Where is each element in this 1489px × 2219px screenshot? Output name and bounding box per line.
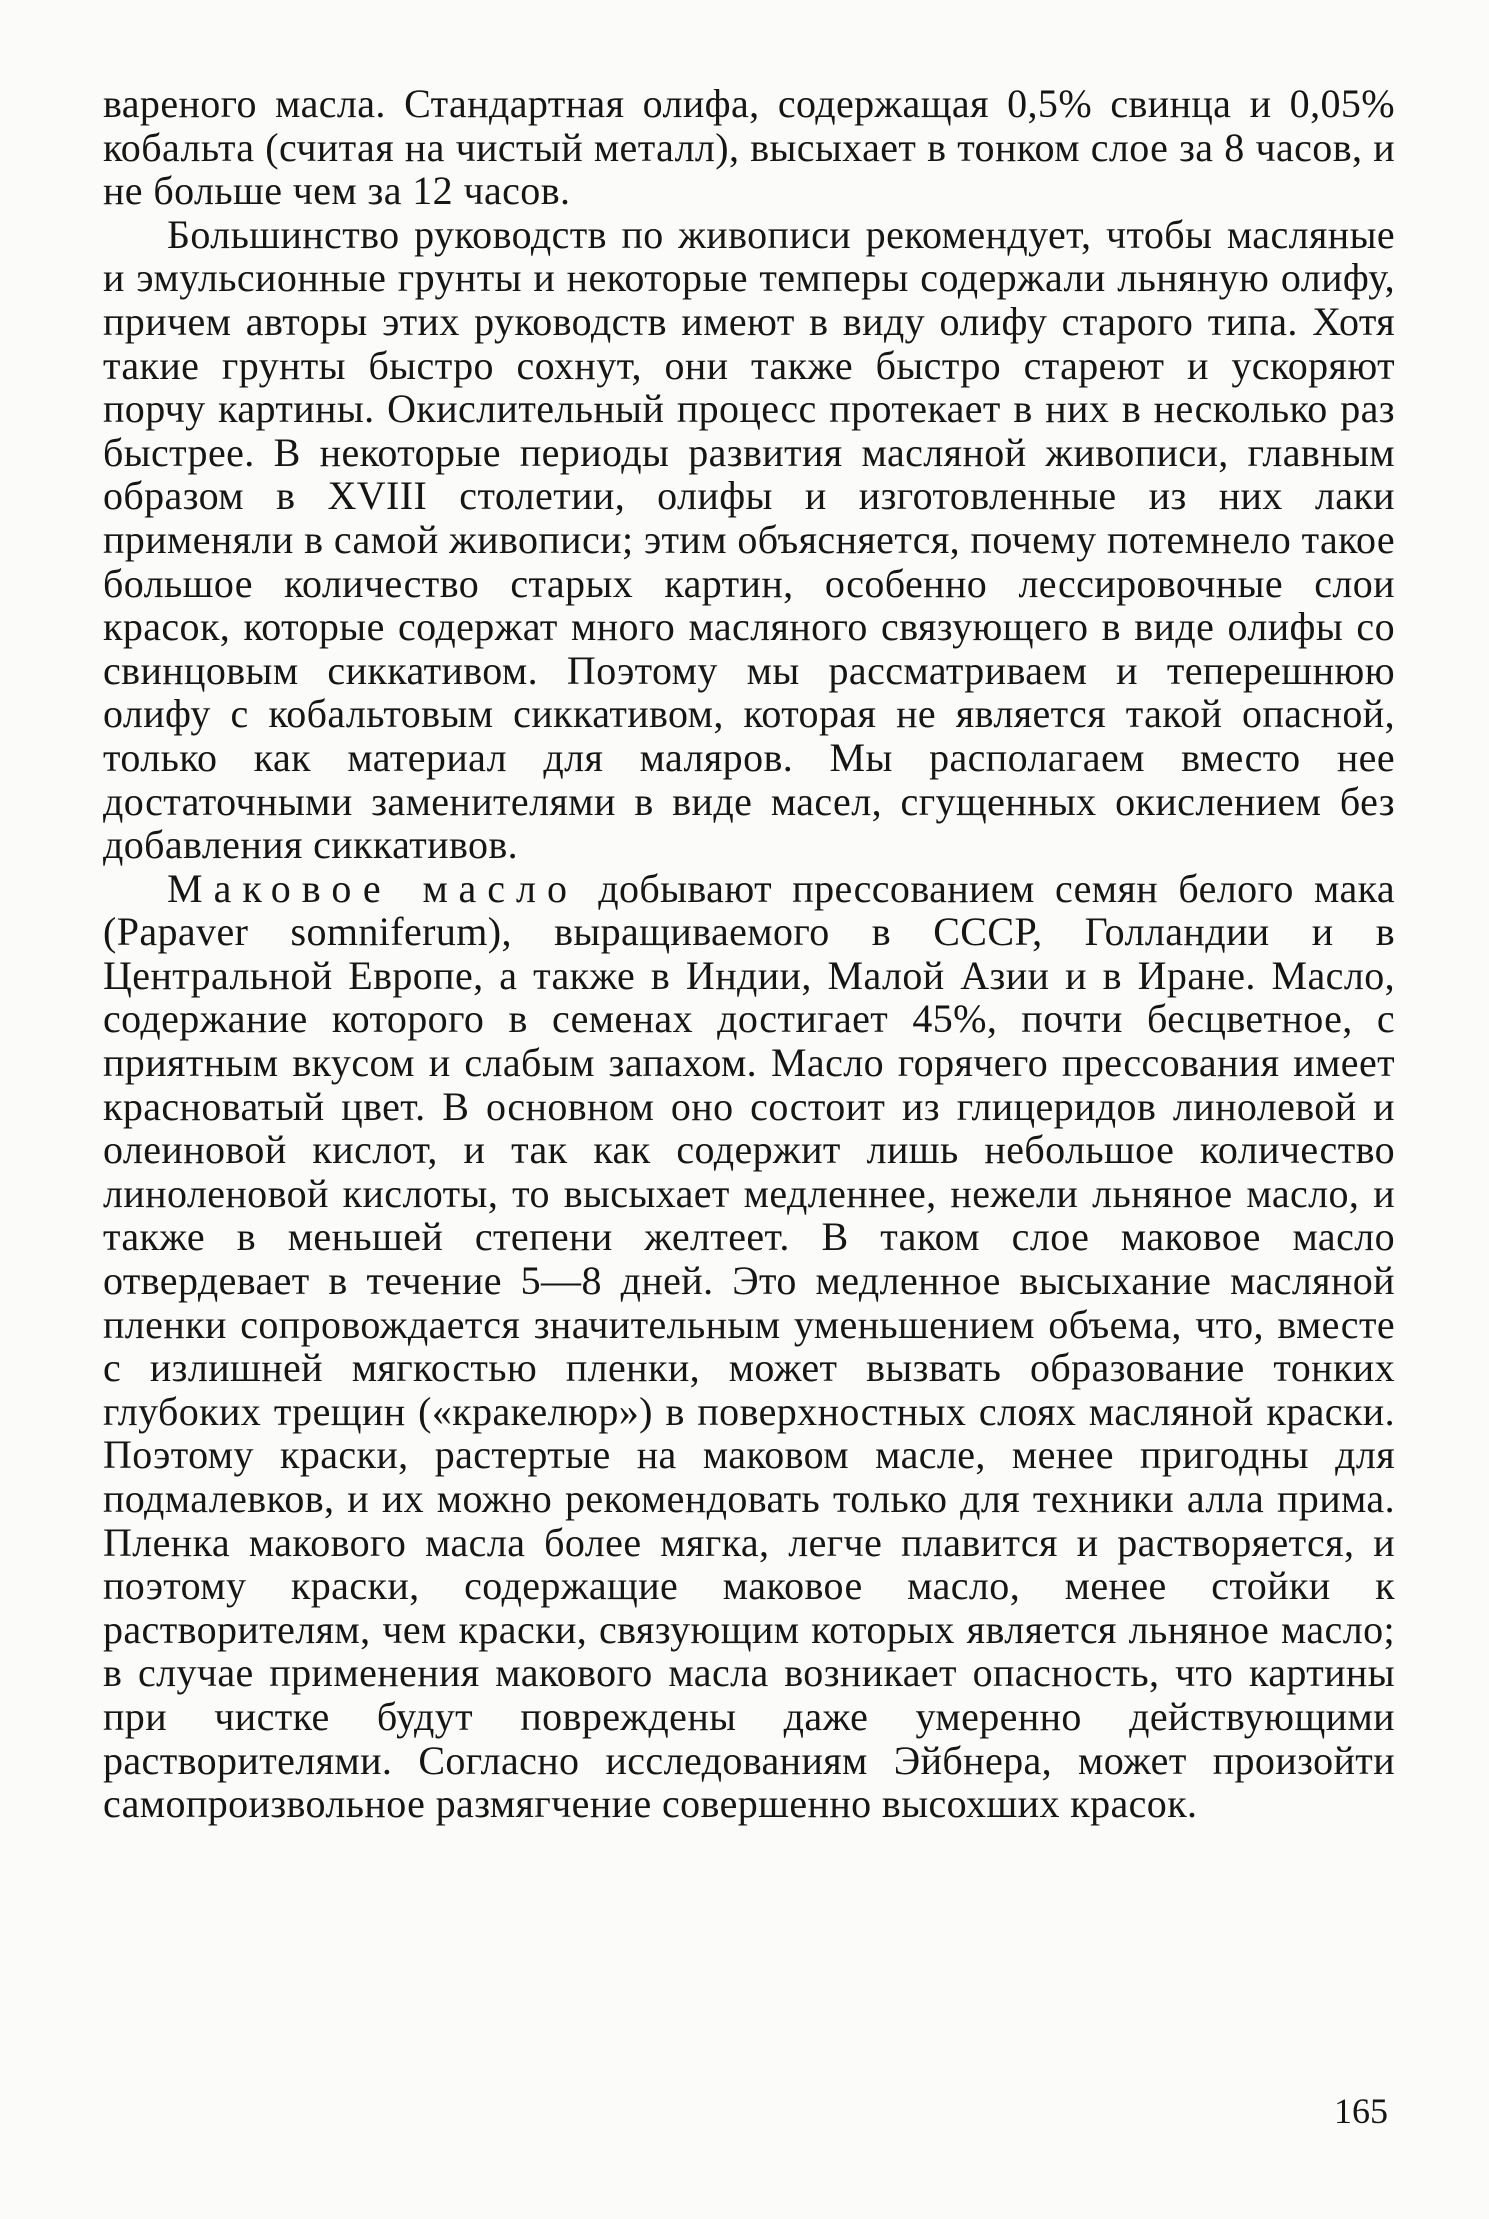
- body-text: [103, 82, 1395, 1826]
- paragraph-poppy-oil-text: добывают прессованием семян белого мака (Papaver somniferum), выращиваемого в СССР, Голландии и в Центральной Европе, а также в Индии, Малой Азии и в Иране. Масло, содержание которого в семенах достигает 45%, почти бесцветное, с приятным вкусом и слабым запахом. Масло горячего прессования имеет красноватый цвет. В основном оно состоит из глицеридов линолевой и олеиновой кислот, и так как содержит лишь небольшое количество линоленовой кислоты, то высыхает медленнее, нежели льняное масло, и также в меньшей степени желтеет. В таком слое маковое масло отвердевает в течение 5—8 дней. Это медленное высыхание масляной пленки сопровождается значительным уменьшением объема, что, вместе с излишней мягкостью пленки, может вызвать образование тонких глубоких трещин («кракелюр») в поверхностных слоях масляной краски. Поэтому краски, растертые на маковом масле, менее пригодны для подмалевков, и их можно рекомендовать только для техники алла прима. Пленка макового масла более мягка, легче плавится и растворяется, и поэтому краски, содержащие маковое масло, менее стойки к растворителям, чем краски, связующим которых является льняное масло; в случае применения макового масла возникает опасность, что картины при чистке будут повреждены даже умеренно действующими растворителями. Согласно исследованиям Эйбнера, может произойти самопроизвольное размягчение совершенно высохших красок.: [103, 865, 1395, 1827]
- term-poppy-oil: Маковое масло: [167, 865, 578, 911]
- page-number: 165: [1334, 2091, 1388, 2131]
- paragraph-poppy-oil: [103, 867, 1395, 1826]
- paragraph-drying-oils: Большинство руководств по живописи рекомендует, чтобы масляные и эмульсионные грунты и некоторые темперы содержали льняную олифу, причем авторы этих руководств имеют в виду олифу старого типа. Хотя такие грунты быстро сохнут, они также быстро стареют и ускоряют порчу картины. Окислительный процесс протекает в них в несколько раз быстрее. В некоторые периоды развития масляной живописи, главным образом в XVIII столетии, олифы и изготовленные из них лаки применяли в самой живописи; этим объясняется, почему потемнело такое большое количество старых картин, особенно лессировочные слои красок, которые содержат много масляного связующего в виде олифы со свинцовым сиккативом. Поэтому мы рассматриваем и теперешнюю олифу с кобальтовым сиккативом, которая не является такой опасной, только как материал для маляров. Мы располагаем вместо нее достаточными заменителями в виде масел, сгущенных окислением без добавления сиккативов.: [103, 211, 1395, 868]
- paragraph-continuation: вареного масла. Стандартная олифа, содержащая 0,5% свинца и 0,05% кобальта (считая на чистый металл), высыхает в тонком слое за 8 часов, и не больше чем за 12 часов.: [103, 81, 1395, 214]
